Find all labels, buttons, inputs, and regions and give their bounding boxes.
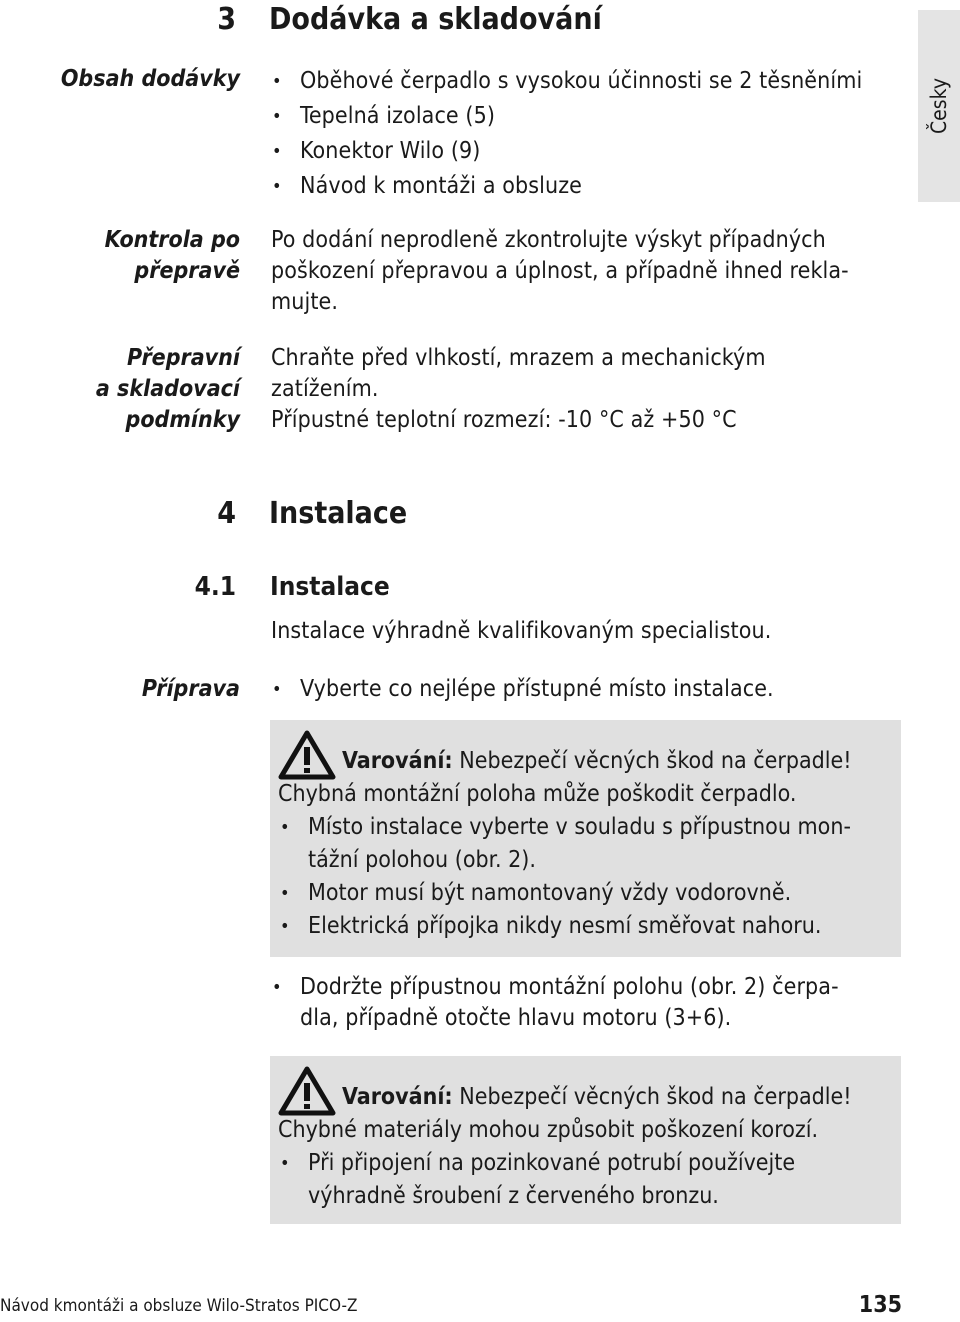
text-line: Po dodání neprodleně zkontrolujte výskyt případných bbox=[271, 227, 826, 253]
delivery-contents-list bbox=[270, 64, 862, 204]
list-item-line: • Elektrická přípojka nikdy nesmí směřovat nahoru. bbox=[308, 913, 822, 939]
label-line: Přepravní bbox=[127, 345, 240, 371]
section-3-number: 3 bbox=[217, 2, 236, 37]
footer-document-title: Návod kmontáži a obsluze Wilo-Stratos PICO-Z bbox=[0, 1296, 358, 1316]
text-line: poškození přepravou a úplnost, a případně ihned rekla- bbox=[271, 258, 849, 284]
storage-conditions-text bbox=[271, 343, 766, 436]
text-line: zatížením. bbox=[271, 376, 379, 402]
delivery-contents-label: Obsah dodávky bbox=[60, 66, 240, 92]
warning-text: Chybná montážní poloha může poškodit čerpadlo. bbox=[278, 781, 797, 807]
language-tab-label: Česky bbox=[927, 77, 951, 135]
list-item bbox=[278, 811, 893, 877]
warning-triangle-icon bbox=[278, 1066, 336, 1116]
storage-conditions-label bbox=[20, 343, 240, 436]
installation-list bbox=[270, 972, 839, 1034]
label-line: podmínky bbox=[125, 407, 240, 433]
warning-keyword: Varování: bbox=[342, 1084, 453, 1110]
list-item bbox=[278, 910, 893, 943]
list-item-line: • Motor musí být namontovaný vždy vodorovně. bbox=[308, 880, 792, 906]
list-item-line: • Dodržte přípustnou montážní polohu (obr. 2) čerpa- bbox=[300, 974, 839, 1000]
text-line: Přípustné teplotní rozmezí: -10 °C až +50 °C bbox=[271, 407, 737, 433]
warning-heading bbox=[278, 730, 893, 778]
section-4-number: 4 bbox=[217, 496, 236, 531]
section-4-title: Instalace bbox=[269, 496, 408, 531]
warning-triangle-icon bbox=[278, 730, 336, 780]
subsection-number: 4.1 bbox=[194, 572, 236, 602]
warning-text: Chybné materiály mohou způsobit poškození korozí. bbox=[278, 1117, 819, 1143]
label-line: přepravě bbox=[134, 258, 240, 284]
list-item-line: tážní polohou (obr. 2). bbox=[308, 847, 536, 873]
list-item bbox=[270, 972, 839, 1034]
list-item-line: • Místo instalace vyberte v souladu s přípustnou mon- bbox=[308, 814, 851, 840]
list-item: • Oběhové čerpadlo s vysokou účinnosti se 2 těsněními bbox=[270, 64, 862, 99]
label-line: Kontrola po bbox=[104, 227, 240, 253]
subsection-intro: Instalace výhradně kvalifikovaným specialistou. bbox=[271, 618, 772, 644]
list-item: • Návod k montáži a obsluze bbox=[270, 169, 862, 204]
list-item: • Konektor Wilo (9) bbox=[270, 134, 862, 169]
warning-list bbox=[278, 1147, 893, 1213]
list-item: • Vyberte co nejlépe přístupné místo instalace. bbox=[270, 674, 774, 705]
list-item-line: dla, případně otočte hlavu motoru (3+6). bbox=[300, 1005, 732, 1031]
list-item bbox=[278, 1147, 893, 1213]
transport-check-text bbox=[271, 225, 849, 318]
preparation-label: Příprava bbox=[141, 676, 240, 702]
warning-heading bbox=[278, 1066, 893, 1114]
section-3-title: Dodávka a skladování bbox=[269, 2, 602, 37]
warning-headline: Nebezpečí věcných škod na čerpadle! bbox=[452, 1084, 852, 1110]
language-tab bbox=[918, 10, 960, 202]
warning-box-2 bbox=[270, 1056, 901, 1224]
page-number: 135 bbox=[858, 1292, 902, 1318]
list-item-line: výhradně šroubení z červeného bronzu. bbox=[308, 1183, 719, 1209]
subsection-title: Instalace bbox=[270, 572, 390, 602]
transport-check-label bbox=[20, 225, 240, 287]
text-line: Chraňte před vlhkostí, mrazem a mechanickým bbox=[271, 345, 766, 371]
list-item: • Tepelná izolace (5) bbox=[270, 99, 862, 134]
warning-list bbox=[278, 811, 893, 943]
preparation-list bbox=[270, 674, 774, 705]
warning-box-1 bbox=[270, 720, 901, 957]
list-item bbox=[278, 877, 893, 910]
list-item-line: • Při připojení na pozinkované potrubí používejte bbox=[308, 1150, 796, 1176]
label-line: a skladovací bbox=[95, 376, 240, 402]
warning-headline: Nebezpečí věcných škod na čerpadle! bbox=[452, 748, 852, 774]
warning-keyword: Varování: bbox=[342, 748, 453, 774]
text-line: mujte. bbox=[271, 289, 339, 315]
